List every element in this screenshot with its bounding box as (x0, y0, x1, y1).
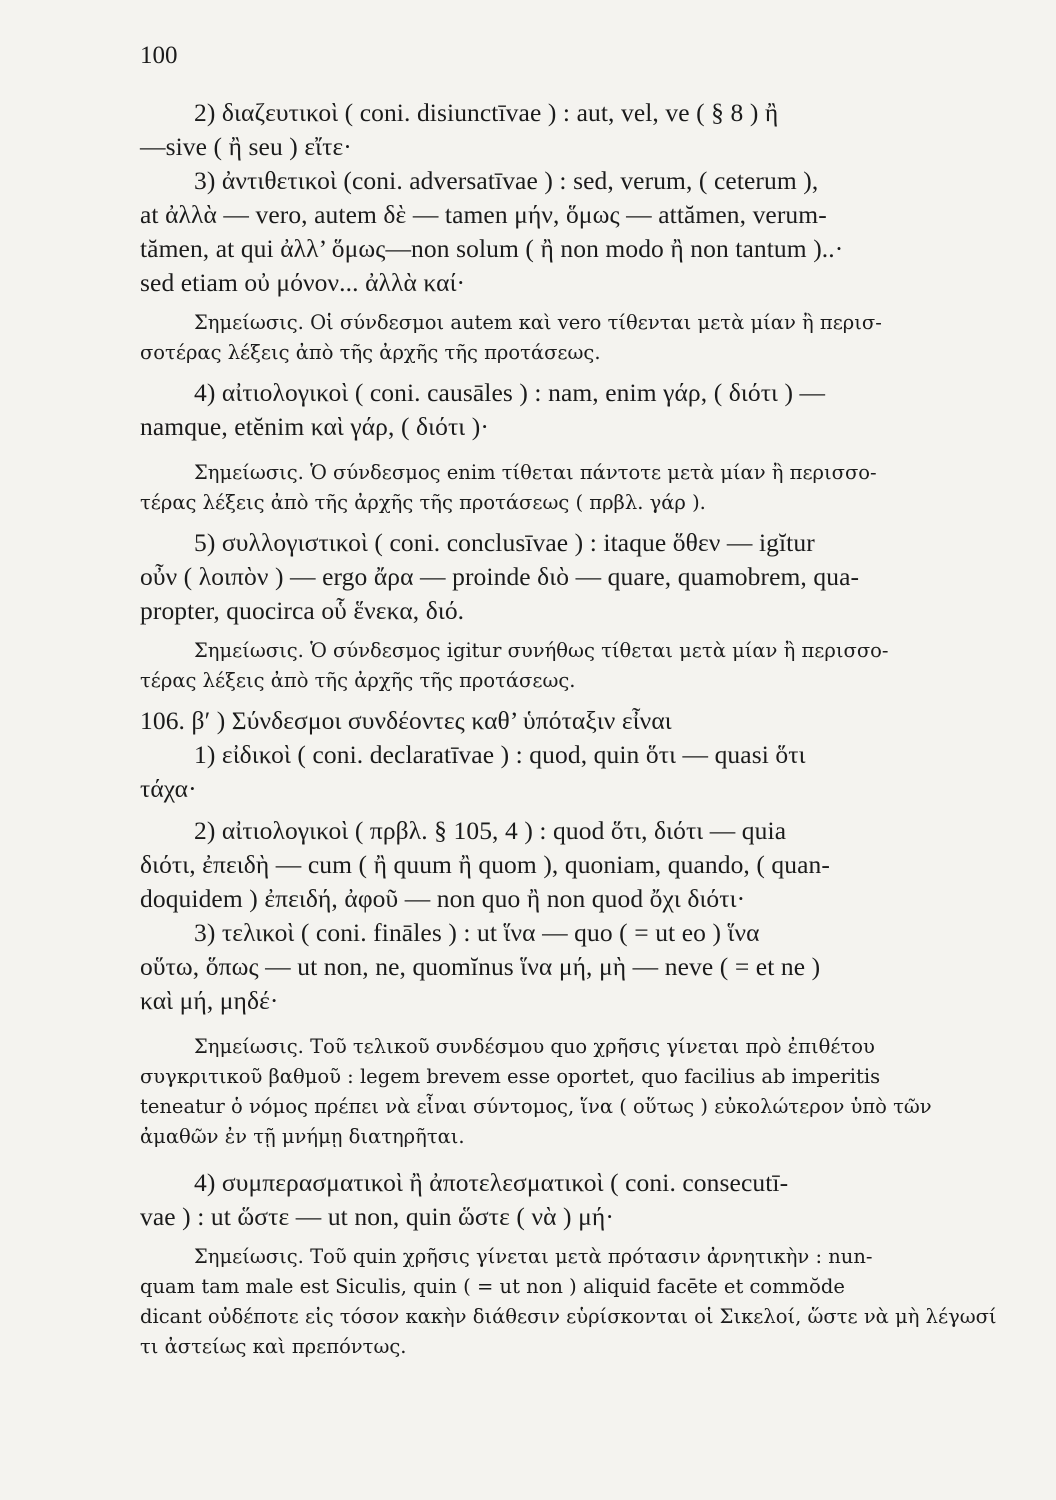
note-line: σοτέρας λέξεις ἀπὸ τῆς ἀρχῆς τῆς προτάσεως. (140, 341, 601, 364)
text-line: 2) διαζευτικοὶ ( coni. disiunctīvae ) : aut, vel, ve ( § 8 ) ἢ (194, 98, 779, 127)
text-line: 4) συμπερασματικοὶ ἢ ἀποτελεσματικοὶ ( coni. consecutī- (194, 1168, 789, 1197)
text-line: tămen, at qui ἀλλ’ ὅμως—non solum ( ἢ non modo ἢ non tantum )..· (140, 234, 844, 263)
text-line: 4) αἰτιολογικοὶ ( coni. causāles ) : nam, enim γάρ, ( διότι ) — (194, 378, 826, 407)
text-line: sed etiam οὐ μόνον... ἀλλὰ καί· (140, 268, 466, 297)
text-line: οὕτω, ὅπως — ut non, ne, quomĭnus ἵνα μή, μὴ — neve ( = et ne ) (140, 952, 821, 981)
text-line: 106. β′ ) Σύνδεσμοι συνδέοντες καθ’ ὑπόταξιν εἶναι (140, 706, 672, 735)
text-line: καὶ μή, μηδέ· (140, 986, 279, 1015)
text-line: vae ) : ut ὥστε — ut non, quin ὥστε ( νὰ ) μή· (140, 1202, 614, 1231)
note-line: Σημείωσις. Ὁ σύνδεσμος enim τίθεται πάντοτε μετὰ μίαν ἢ περισσο- (194, 461, 877, 484)
text-line: 5) συλλογιστικοὶ ( coni. conclusīvae ) : itaque ὅθεν — igĭtur (194, 528, 815, 557)
text-line: διότι, ἐπειδὴ — cum ( ἢ quum ἢ quom ), quoniam, quando, ( quan- (140, 850, 830, 879)
note-line: ἀμαθῶν ἐν τῇ μνήμῃ διατηρῆται. (140, 1125, 465, 1148)
text-line: 2) αἰτιολογικοὶ ( πρβλ. § 105, 4 ) : quod ὅτι, διότι — quia (194, 816, 787, 845)
text-line: propter, quocirca οὗ ἕνεκα, διό. (140, 596, 465, 625)
page-text (140, 96, 1014, 1362)
note-line: τέρας λέξεις ἀπὸ τῆς ἀρχῆς τῆς προτάσεως. (140, 669, 576, 692)
note-line: teneatur ὁ νόμος πρέπει νὰ εἶναι σύντομος, ἵνα ( οὕτως ) εὐκολώτερον ὑπὸ τῶν (140, 1095, 932, 1118)
text-line: namque, etĕnim καὶ γάρ, ( διότι )· (140, 412, 489, 441)
note-line: Σημείωσις. Τοῦ quin χρῆσις γίνεται μετὰ πρότασιν ἀρνητικὴν : nun- (194, 1245, 873, 1268)
note-line: Σημείωσις. Τοῦ τελικοῦ συνδέσμου quo χρῆσις γίνεται πρὸ ἐπιθέτου (194, 1035, 875, 1058)
note-line: Σημείωσις. Ὁ σύνδεσμος igitur συνήθως τίθεται μετὰ μίαν ἢ περισσο- (194, 639, 889, 662)
text-line: doquidem ) ἐπειδή, ἀφοῦ — non quo ἢ non quod ὄχι διότι· (140, 884, 746, 913)
note-line: quam tam male est Siculis, quin ( = ut non ) aliquid facēte et commŏde (140, 1275, 845, 1298)
page-number: 100 (140, 42, 178, 69)
note-line: dicant οὐδέποτε εἰς τόσον κακὴν διάθεσιν εὑρίσκονται οἱ Σικελοί, ὥστε νὰ μὴ λέγωσί (140, 1305, 997, 1328)
note-line: Σημείωσις. Οἱ σύνδεσμοι autem καὶ vero τίθενται μετὰ μίαν ἢ περισ- (194, 311, 882, 334)
note-line: τι ἀστείως καὶ πρεπόντως. (140, 1335, 407, 1358)
note-line: τέρας λέξεις ἀπὸ τῆς ἀρχῆς τῆς προτάσεως ( πρβλ. γάρ ). (140, 491, 706, 514)
text-line: τάχα· (140, 774, 197, 803)
text-line: 3) ἀντιθετικοὶ (coni. adversatīvae ) : sed, verum, ( ceterum ), (194, 166, 819, 195)
text-line: —sive ( ἢ seu ) εἴτε· (140, 132, 352, 161)
text-line: 3) τελικοὶ ( coni. fināles ) : ut ἵνα — quo ( = ut eo ) ἵνα (194, 918, 760, 947)
text-line: 1) εἰδικοὶ ( coni. declaratīvae ) : quod, quin ὅτι — quasi ὅτι (194, 740, 806, 769)
text-line: at ἀλλὰ — vero, autem δὲ — tamen μήν, ὅμως — attămen, verum- (140, 200, 827, 229)
note-line: συγκριτικοῦ βαθμοῦ : legem brevem esse oportet, quo facilius ab imperitis (140, 1065, 881, 1088)
text-line: οὖν ( λοιπὸν ) — ergo ἄρα — proinde διὸ — quare, quamobrem, qua- (140, 562, 860, 591)
